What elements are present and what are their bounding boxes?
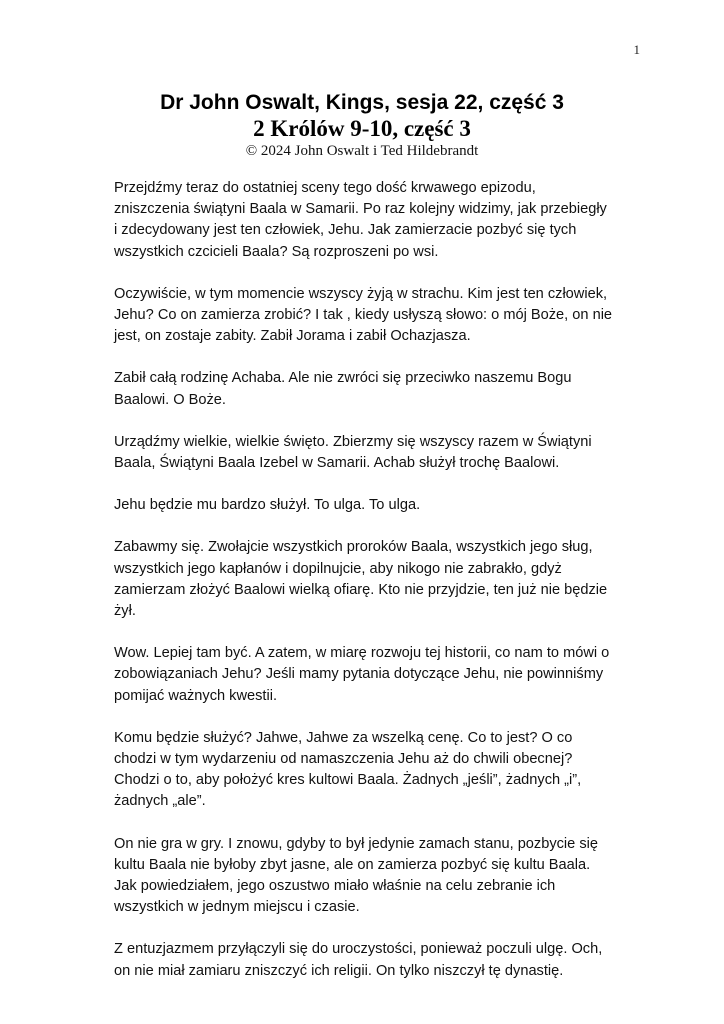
paragraph: Komu będzie służyć? Jahwe, Jahwe za wszelką cenę. Co to jest? O co chodzi w tym wydarzeniu od namaszczenia Jehu aż do chwili obecnej? Chodzi o to, aby położyć kres kultowi Baala. Żadnych „jeśli”, żadnych „i”, żadnych „ale”. [114, 729, 582, 810]
document-body [114, 178, 614, 1003]
paragraph: Zabawmy się. Zwołajcie wszystkich proroków Baala, wszystkich jego sług, wszystkich jego kapłanów i dopilnujcie, aby nikogo nie zabrakło, gdyż zamierzam złożyć Baalowi wielką ofiarę. Kto nie przyjdzie, ten już nie będzie żył. [114, 539, 608, 620]
paragraph: Jehu będzie mu bardzo służył. To ulga. To ulga. [114, 497, 421, 514]
copyright-line: © 2024 John Oswalt i Ted Hildebrandt [245, 143, 479, 159]
paragraph: On nie gra w gry. I znowu, gdyby to był jedynie zamach stanu, pozbycie się kultu Baala nie byłoby zbyt jasne, ale on zamierza pozbyć się kultu Baala. Jak powiedziałem, jego oszustwo miało właśnie na celu zebranie ich wszystkich w jednym miejscu i czasie. [114, 835, 599, 916]
paragraph: Z entuzjazmem przyłączyli się do uroczystości, ponieważ poczuli ulgę. Och, on nie miał zamiaru zniszczyć ich religii. On tylko niszczył tę dynastię. [114, 941, 603, 979]
paragraph: Oczywiście, w tym momencie wszyscy żyją w strachu. Kim jest ten człowiek, Jehu? Co on zamierza zrobić? I tak , kiedy usłyszą słowo: o mój Boże, on nie jest, on zostaje zabity. Zabił Jorama i zabił Ochazjasza. [114, 285, 613, 345]
paragraph: Urządźmy wielkie, wielkie święto. Zbierzmy się wszyscy razem w Świątyni Baala, Świątyni Baala Izebel w Samarii. Achab służył trochę Baalowi. [114, 433, 592, 472]
paragraph: Zabił całą rodzinę Achaba. Ale nie zwróci się przeciwko naszemu Bogu Baalowi. O Boże. [114, 370, 572, 408]
paragraph: Przejdźmy teraz do ostatniej sceny tego dość krwawego epizodu, zniszczenia świątyni Baala w Samarii. Po raz kolejny widzimy, jak przebiegły i zdecydowany jest ten człowiek, Jehu. Jak zamierzacie pozbyć się tych wszystkich czcicieli Baala? Są rozproszeni po wsi. [114, 180, 607, 260]
document-title: Dr John Oswalt, Kings, sesja 22, część 3 [160, 91, 564, 114]
page-number: 1 [633, 42, 640, 57]
document-subtitle: 2 Królów 9-10, część 3 [253, 116, 471, 141]
document-header [0, 90, 724, 160]
paragraph: Wow. Lepiej tam być. A zatem, w miarę rozwoju tej historii, co nam to mówi o zobowiązaniach Jehu? Jeśli mamy pytania dotyczące Jehu, nie powinniśmy pomijać ważnych kwestii. [114, 645, 610, 704]
